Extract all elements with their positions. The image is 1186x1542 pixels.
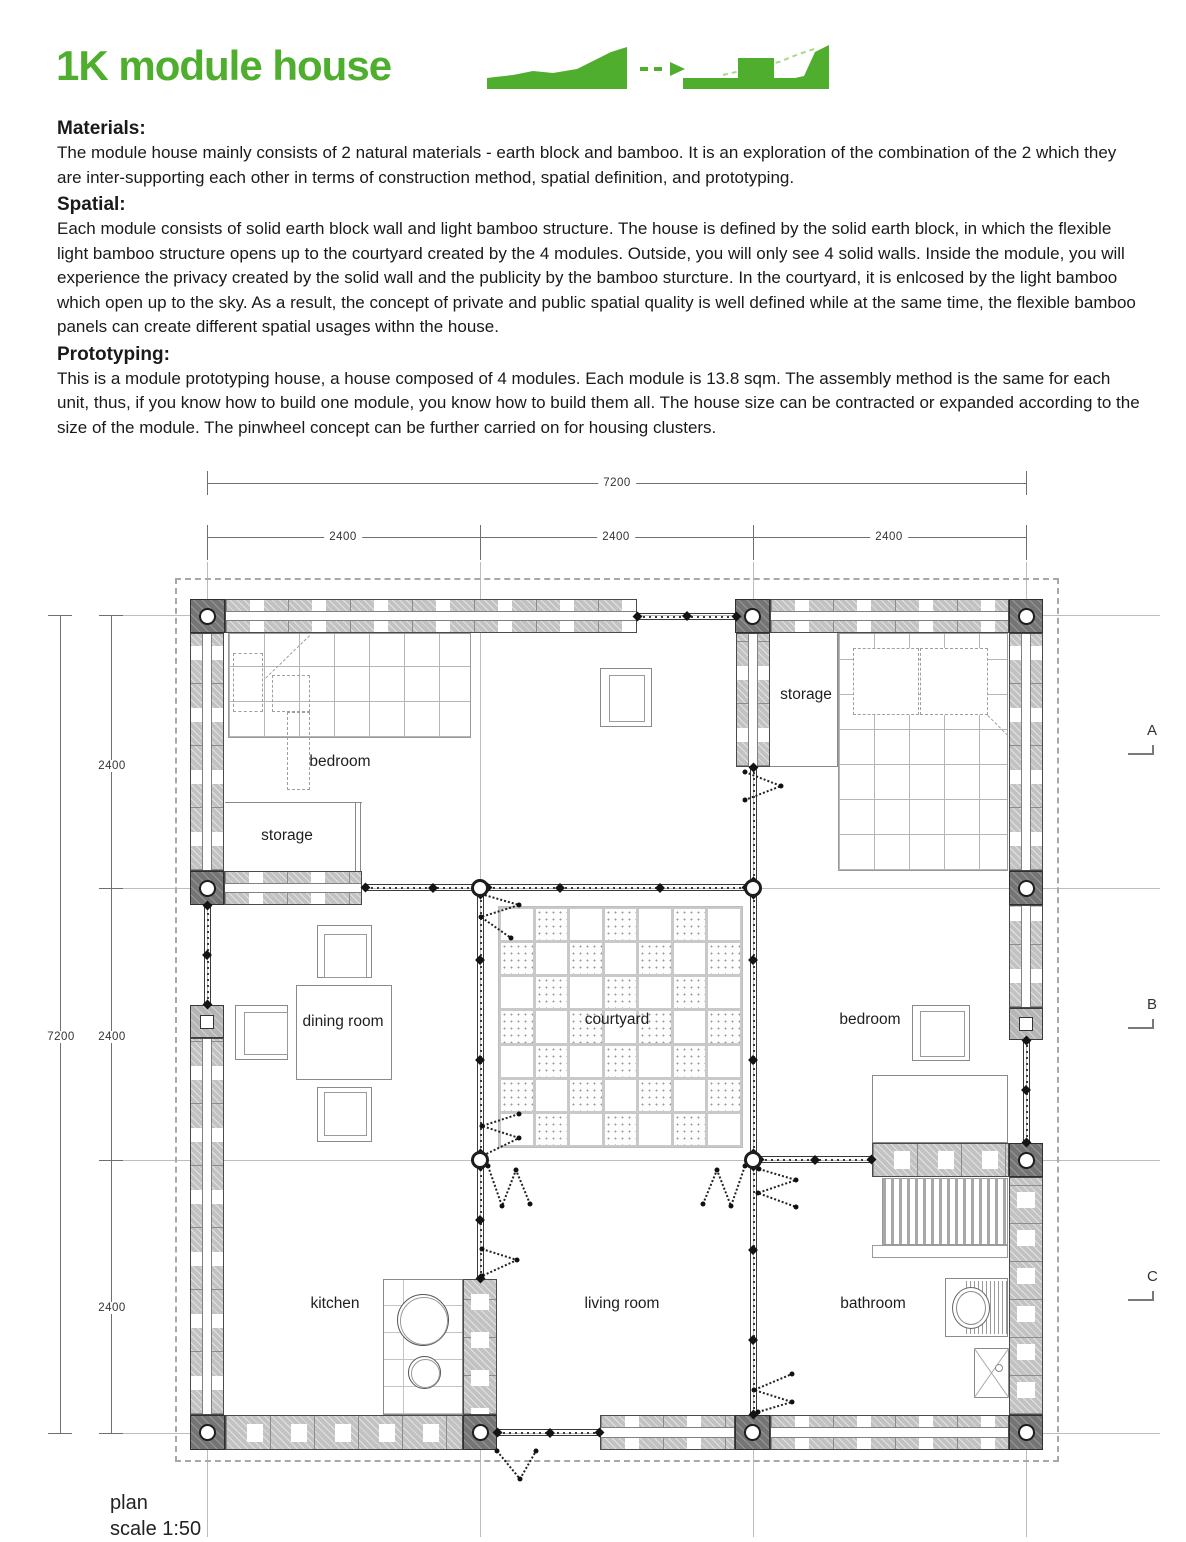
wall-east-mid [1009, 905, 1043, 1008]
wall-junction-south-2 [735, 1415, 770, 1450]
bamboo-pole-courtyard-east [750, 894, 757, 1154]
room-label-kitchen: kitchen [310, 1295, 360, 1312]
wall-interior-kitchen [463, 1279, 497, 1415]
wall-corner-nw [190, 599, 225, 633]
closet-dashed-1 [233, 653, 263, 712]
bamboo-door-storage2 [741, 768, 789, 806]
section-marker-b-label: B [1147, 996, 1158, 1013]
section-heading-materials: Materials: [57, 118, 146, 139]
toilet [945, 1278, 1008, 1337]
wall-top-right [770, 599, 1009, 633]
shower-tray [974, 1348, 1009, 1398]
section-marker-b-icon [1128, 1019, 1154, 1029]
bath-mat [882, 1178, 1008, 1245]
dim-label-left-total: 7200 [42, 1031, 80, 1043]
dining-chair-bottom [317, 1087, 372, 1142]
dim-tick [99, 615, 123, 616]
dim-tick [480, 525, 481, 560]
bamboo-door-bath-s [750, 1366, 796, 1416]
wall-corner-sw [190, 1415, 225, 1450]
dim-label-left-module-1: 2400 [93, 760, 131, 772]
wall-corner-se [1009, 1415, 1043, 1450]
section-body-prototyping: This is a module prototyping house, a house composed of 4 modules. Each module is 13.8 sqm. The assembly method is the same for each unit, thus, if you know how to build one module, you know how to build them all. The house size can be contracted or expanded according to the size of the module. The pinwheel concept can be further carried on for housing clusters. [57, 368, 1140, 437]
plan-caption-line2: scale 1:50 [110, 1518, 202, 1540]
bath-step [872, 1245, 1008, 1258]
bamboo-post-node [744, 1151, 762, 1169]
dim-label-top-total: 7200 [598, 477, 636, 489]
wall-south-east [770, 1415, 1009, 1450]
bamboo-post-node [471, 1151, 489, 1169]
room-label-storage2: storage [780, 686, 832, 703]
bamboo-pole-mid-west [365, 884, 477, 891]
section-heading-prototyping: Prototyping: [57, 343, 170, 365]
plan-caption-line1: plan [110, 1492, 148, 1514]
section-marker-c-label: C [1147, 1268, 1158, 1285]
dim-tick [207, 525, 208, 560]
dining-chair-left [235, 1005, 288, 1060]
dim-tick [753, 525, 754, 560]
dim-label-left-module-3: 2400 [93, 1302, 131, 1314]
wall-junction-east-1 [1009, 871, 1043, 905]
section-body-materials: The module house mainly consists of 2 natural materials - earth block and bamboo. It is an exploration of the combination of the 2 which they are inter-supporting each other in terms of construction method, spatial definition, and prototyping. [57, 143, 1117, 187]
bamboo-door-living-nw [485, 1163, 533, 1211]
bamboo-door-bath-n [756, 1165, 802, 1213]
section-heading-spatial: Spatial: [57, 194, 126, 215]
dim-tick [99, 888, 123, 889]
wall-interior-storage2 [736, 633, 770, 767]
closet-dashed-4 [853, 648, 919, 715]
wall-west-lower [190, 1038, 224, 1415]
bamboo-post-node [471, 879, 489, 897]
storage1-wall-line [225, 802, 362, 803]
dim-tick [1026, 471, 1027, 495]
section-marker-a-label: A [1147, 722, 1158, 739]
kitchen-basin-small [408, 1356, 441, 1389]
dim-tick [1026, 525, 1027, 560]
room-label-bathroom: bathroom [840, 1295, 906, 1312]
wall-east-lower [1009, 1177, 1043, 1415]
wall-west-upper [190, 633, 224, 871]
dim-tick [48, 615, 72, 616]
bamboo-door-kitchen [479, 1246, 523, 1280]
wall-interior-bedroom2 [872, 1143, 1009, 1177]
room-label-living: living room [584, 1295, 660, 1312]
wall-corner-ne [1009, 599, 1043, 633]
dim-label-top-module-1: 2400 [324, 531, 362, 543]
dim-tick [99, 1160, 123, 1161]
section-body-spatial: Each module consists of solid earth block wall and light bamboo structure. The house is defined by the solid earth block, in which the flexible light bamboo structure opens up to the courtyard created by the 4 modules. Outside, you will only see 4 solid walls. Inside the module, you will experience the privacy created by the solid wall and the publicity by the bamboo sturcture. In the courtyard, it is enlcosed by the light bamboo which open up to the sky. As a result, the concept of private and public spatial quality is well defined while at the same time, the flexible bamboo panels can create different spatial usages withn the house. [57, 219, 1136, 336]
storage1-panel [355, 802, 361, 872]
closet-dashed-5 [920, 648, 988, 715]
room-label-bedroom2: bedroom [839, 1011, 901, 1028]
bamboo-door-living-ne [700, 1163, 748, 1211]
room-label-storage1: storage [261, 827, 313, 844]
wall-south-west [225, 1415, 463, 1450]
armchair [600, 668, 652, 727]
room-label-dining: dining room [302, 1013, 384, 1030]
dim-label-top-module-2: 2400 [597, 531, 635, 543]
dim-tick [48, 1433, 72, 1434]
section-marker-a-icon [1128, 745, 1154, 755]
wall-east-upper [1009, 633, 1043, 871]
dining-table [296, 985, 392, 1080]
kitchen-basin-large [397, 1294, 449, 1346]
bedroom2-bed [872, 1075, 1008, 1143]
wall-junction-east-2 [1009, 1143, 1043, 1177]
bamboo-door-entry [494, 1448, 538, 1484]
dim-label-left-module-2: 2400 [93, 1031, 131, 1043]
bed-grid-module1 [228, 633, 471, 738]
closet-dashed-3 [287, 712, 310, 790]
bedroom2-chair [912, 1005, 970, 1061]
room-label-courtyard: courtyard [584, 1011, 650, 1028]
dim-tick [207, 471, 208, 495]
wall-interior-storage1 [224, 871, 362, 905]
dining-chair-top [317, 925, 372, 978]
bamboo-post-node [744, 879, 762, 897]
dim-line-left-total [60, 615, 61, 1433]
bamboo-pole-courtyard-top [487, 884, 747, 891]
closet-dashed-2 [272, 675, 310, 712]
page-title: 1K module house [56, 42, 392, 89]
bamboo-door-courtyard-nw [479, 892, 525, 942]
room-label-bedroom1: bedroom [309, 753, 371, 770]
dim-label-top-module-3: 2400 [870, 531, 908, 543]
wall-top-left [225, 599, 637, 633]
dim-tick [99, 1433, 123, 1434]
wall-south-mid [600, 1415, 735, 1450]
plan-caption [110, 1490, 201, 1542]
section-marker-c-icon [1128, 1291, 1154, 1301]
